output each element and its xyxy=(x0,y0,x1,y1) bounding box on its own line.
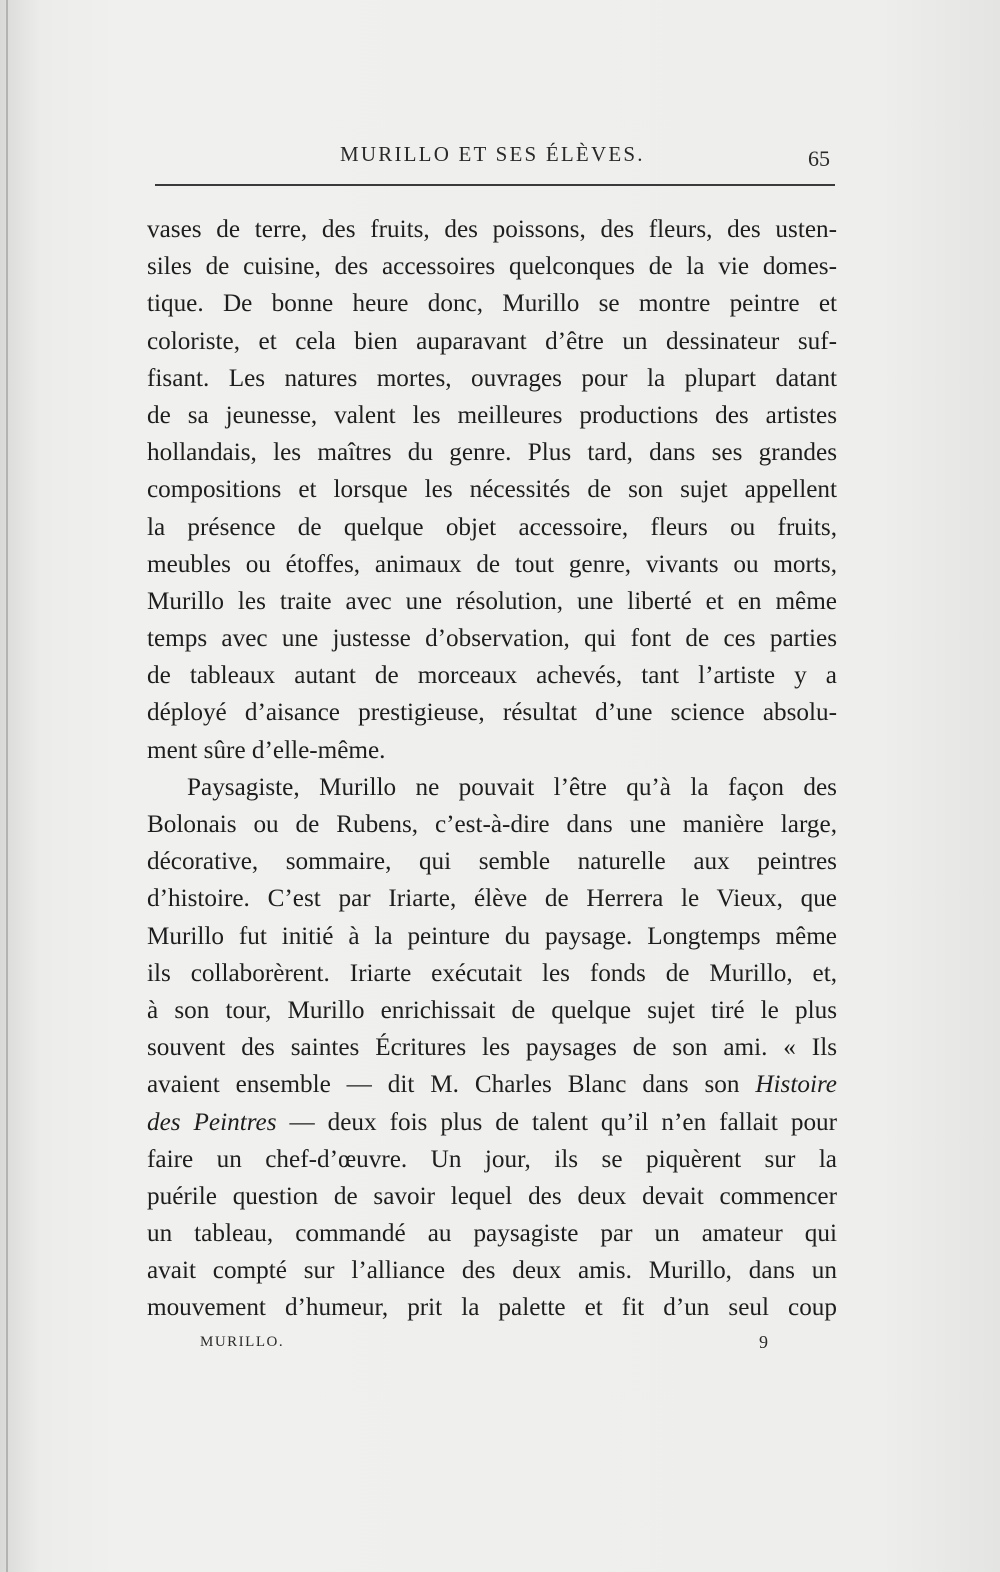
text-line: décorative, sommaire, qui semble naturelle aux peintres xyxy=(147,848,837,876)
text-line: déployé d’aisance prestigieuse, résultat d’une science absolu- xyxy=(147,699,837,727)
text-line: Murillo les traite avec une résolution, une liberté et en même xyxy=(147,587,837,615)
text-line: puérile question de savoir lequel des deux devait commencer xyxy=(147,1182,837,1210)
body-text xyxy=(147,211,837,1327)
text-line: la présence de quelque objet accessoire, fleurs ou fruits, xyxy=(147,513,837,541)
page-number: 65 xyxy=(808,146,830,171)
italic-book-title: des Peintres xyxy=(147,1108,277,1136)
text-line: siles de cuisine, des accessoires quelconques de la vie domes- xyxy=(147,253,837,281)
italic-book-title: Histoire xyxy=(755,1071,837,1099)
text-line: Murillo fut initié à la peinture du paysage. Longtemps même xyxy=(147,922,837,950)
text-line: temps avec une justesse d’observation, qui font de ces parties xyxy=(147,625,837,653)
text-line xyxy=(147,1104,837,1141)
text-line: tique. De bonne heure donc, Murillo se montre peintre et xyxy=(147,290,837,318)
text-line: coloriste, et cela bien auparavant d’être un dessinateur suf- xyxy=(147,327,837,355)
text-line: ils collaborèrent. Iriarte exécutait les fonds de Murillo, et, xyxy=(147,959,837,987)
text-line: d’histoire. C’est par Iriarte, élève de Herrera le Vieux, que xyxy=(147,885,837,913)
text-line-segment: avaient ensemble — dit M. Charles Blanc dans son xyxy=(147,1071,740,1099)
text-line: de sa jeunesse, valent les meilleures productions des artistes xyxy=(147,401,837,429)
text-line: souvent des saintes Écritures les paysages de son ami. « Ils xyxy=(147,1034,837,1062)
paragraph-end-line: ment sûre d’elle-même. xyxy=(147,736,386,764)
signature-number: 9 xyxy=(759,1332,768,1352)
text-line: meubles ou étoffes, animaux de tout genre, vivants ou morts, xyxy=(147,550,837,578)
text-line: à son tour, Murillo enrichissait de quelque sujet tiré le plus xyxy=(147,996,837,1024)
signature-mark: MURILLO. xyxy=(200,1334,285,1350)
paragraph-start-line: Paysagiste, Murillo ne pouvait l’être qu’à la façon des xyxy=(187,773,837,801)
text-line: de tableaux autant de morceaux achevés, tant l’artiste y a xyxy=(147,662,837,690)
text-line: vases de terre, des fruits, des poissons, des fleurs, des usten- xyxy=(147,216,837,243)
page-edge-shadow xyxy=(6,0,8,1572)
text-line: fisant. Les natures mortes, ouvrages pour la plupart datant xyxy=(147,364,837,392)
text-line xyxy=(147,1066,837,1103)
text-line: Bolonais ou de Rubens, c’est-à-dire dans une manière large, xyxy=(147,811,837,838)
text-line: faire un chef-d’œuvre. Un jour, ils se piquèrent sur la xyxy=(147,1145,837,1173)
text-line: hollandais, les maîtres du genre. Plus tard, dans ses grandes xyxy=(147,439,837,467)
text-line: mouvement d’humeur, prit la palette et fit d’un seul coup xyxy=(147,1294,837,1322)
page-footer xyxy=(200,1332,780,1362)
text-line: un tableau, commandé au paysagiste par un amateur qui xyxy=(147,1220,837,1248)
text-line: compositions et lorsque les nécessités de son sujet appellent xyxy=(147,476,837,504)
running-title: MURILLO ET SES ÉLÈVES. xyxy=(340,142,645,166)
text-line-segment: — deux fois plus de talent qu’il n’en fallait pour xyxy=(289,1108,838,1136)
header-rule xyxy=(155,184,835,186)
running-head xyxy=(150,140,840,180)
text-line: avait compté sur l’alliance des deux amis. Murillo, dans un xyxy=(147,1257,837,1285)
